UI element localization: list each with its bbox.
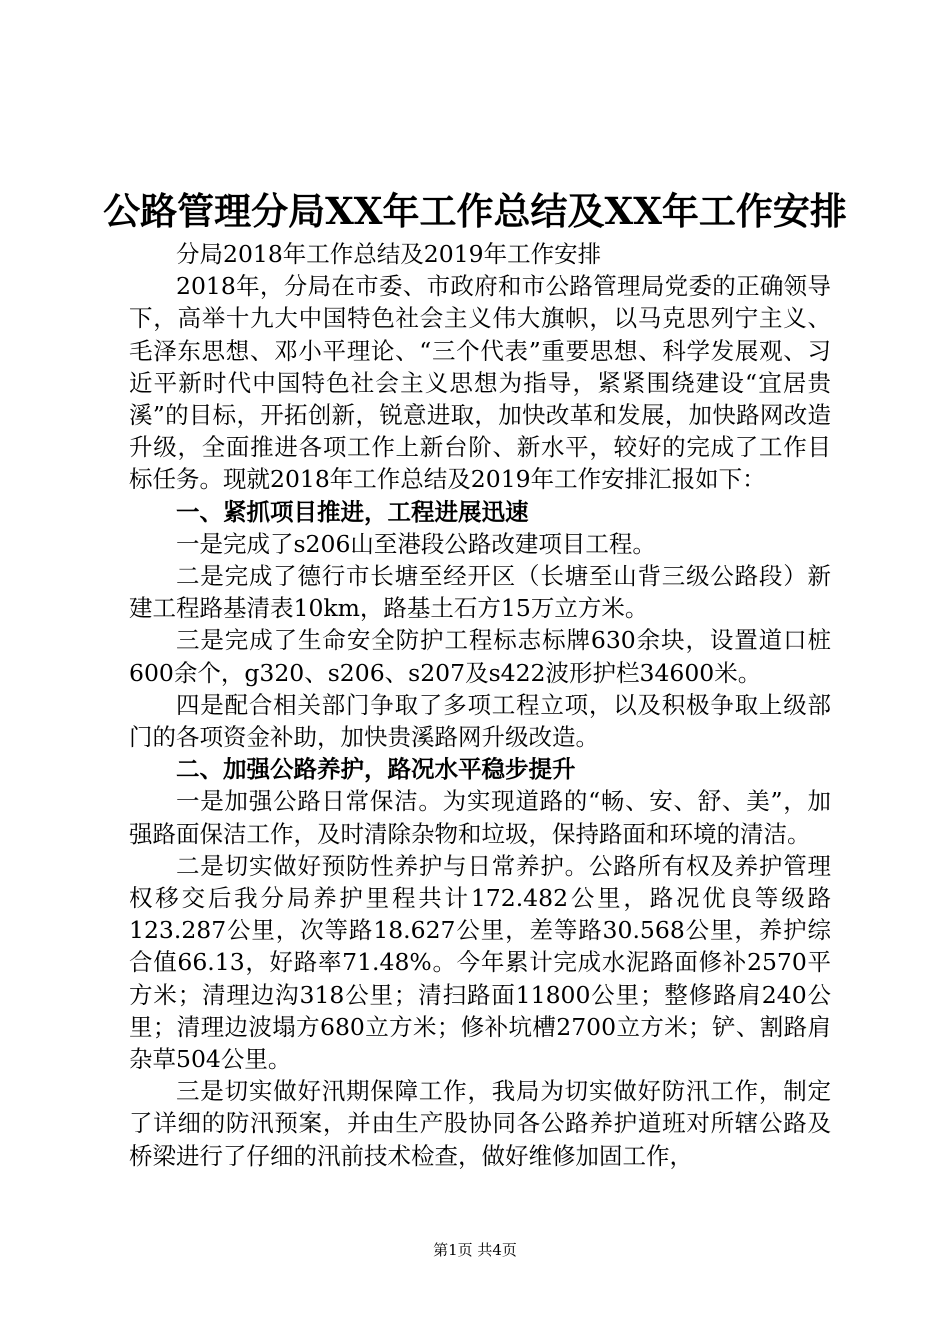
body-paragraph: 一是完成了s206山至港段公路改建项目工程。 (176, 529, 656, 558)
section-heading-1: 一、紧抓项目推进，工程进展迅速 (176, 497, 529, 526)
body-paragraph: 三是切实做好汛期保障工作，我局为切实做好防汛工作，制定了详细的防汛预案，并由生产股协同各公路养护道班对所辖公路及桥梁进行了仔细的汛前技术检查，做好维修加固工作， (129, 1077, 831, 1170)
body-paragraph: 三是完成了生命安全防护工程标志标牌630余块，设置道口桩600余个，g320、s206、s207及s422波形护栏34600米。 (129, 626, 831, 687)
document-body (129, 238, 831, 1172)
body-paragraph: 一是加强公路日常保洁。为实现道路的“畅、安、舒、美”，加强路面保洁工作，及时清除杂物和垃圾，保持路面和环境的清洁。 (129, 787, 831, 848)
section-heading-2: 二、加强公路养护，路况水平稳步提升 (176, 755, 576, 784)
subtitle-paragraph: 分局2018年工作总结及2019年工作安排 (176, 240, 602, 268)
intro-paragraph: 2018年，分局在市委、市政府和市公路管理局党委的正确领导下，高举十九大中国特色社会主义伟大旗帜，以马克思列宁主义、毛泽东思想、邓小平理论、“三个代表”重要思想、科学发展观、习近平新时代中国特色社会主义思想为指导，紧紧围绕建设“宜居贵溪”的目标，开拓创新，锐意进取，加快改革和发展，加快路网改造升级，全面推进各项工作上新台阶、新水平，较好的完成了工作目标任务。现就2018年工作总结及2019年工作安排汇报如下： (129, 272, 831, 494)
body-paragraph: 二是切实做好预防性养护与日常养护。公路所有权及养护管理权移交后我分局养护里程共计172.482公里，路况优良等级路123.287公里，次等路18.627公里，差等路30.568公里，养护综合值66.13，好路率71.48%。今年累计完成水泥路面修补2570平方米；清理边沟318公里；清扫路面11800公里；整修路肩240公里；清理边波塌方680立方米；修补坑槽2700立方米；铲、割路肩杂草504公里。 (129, 851, 831, 1074)
page-number-footer: 第1页 共4页 (433, 1241, 517, 1259)
body-paragraph: 二是完成了德行市长塘至经开区（长塘至山背三级公路段）新建工程路基清表10km，路基土石方15万立方米。 (129, 562, 831, 623)
document-title: 公路管理分局XX年工作总结及XX年工作安排 (103, 189, 847, 233)
body-paragraph: 四是配合相关部门争取了多项工程立项，以及积极争取上级部门的各项资金补助，加快贵溪路网升级改造。 (129, 690, 831, 752)
